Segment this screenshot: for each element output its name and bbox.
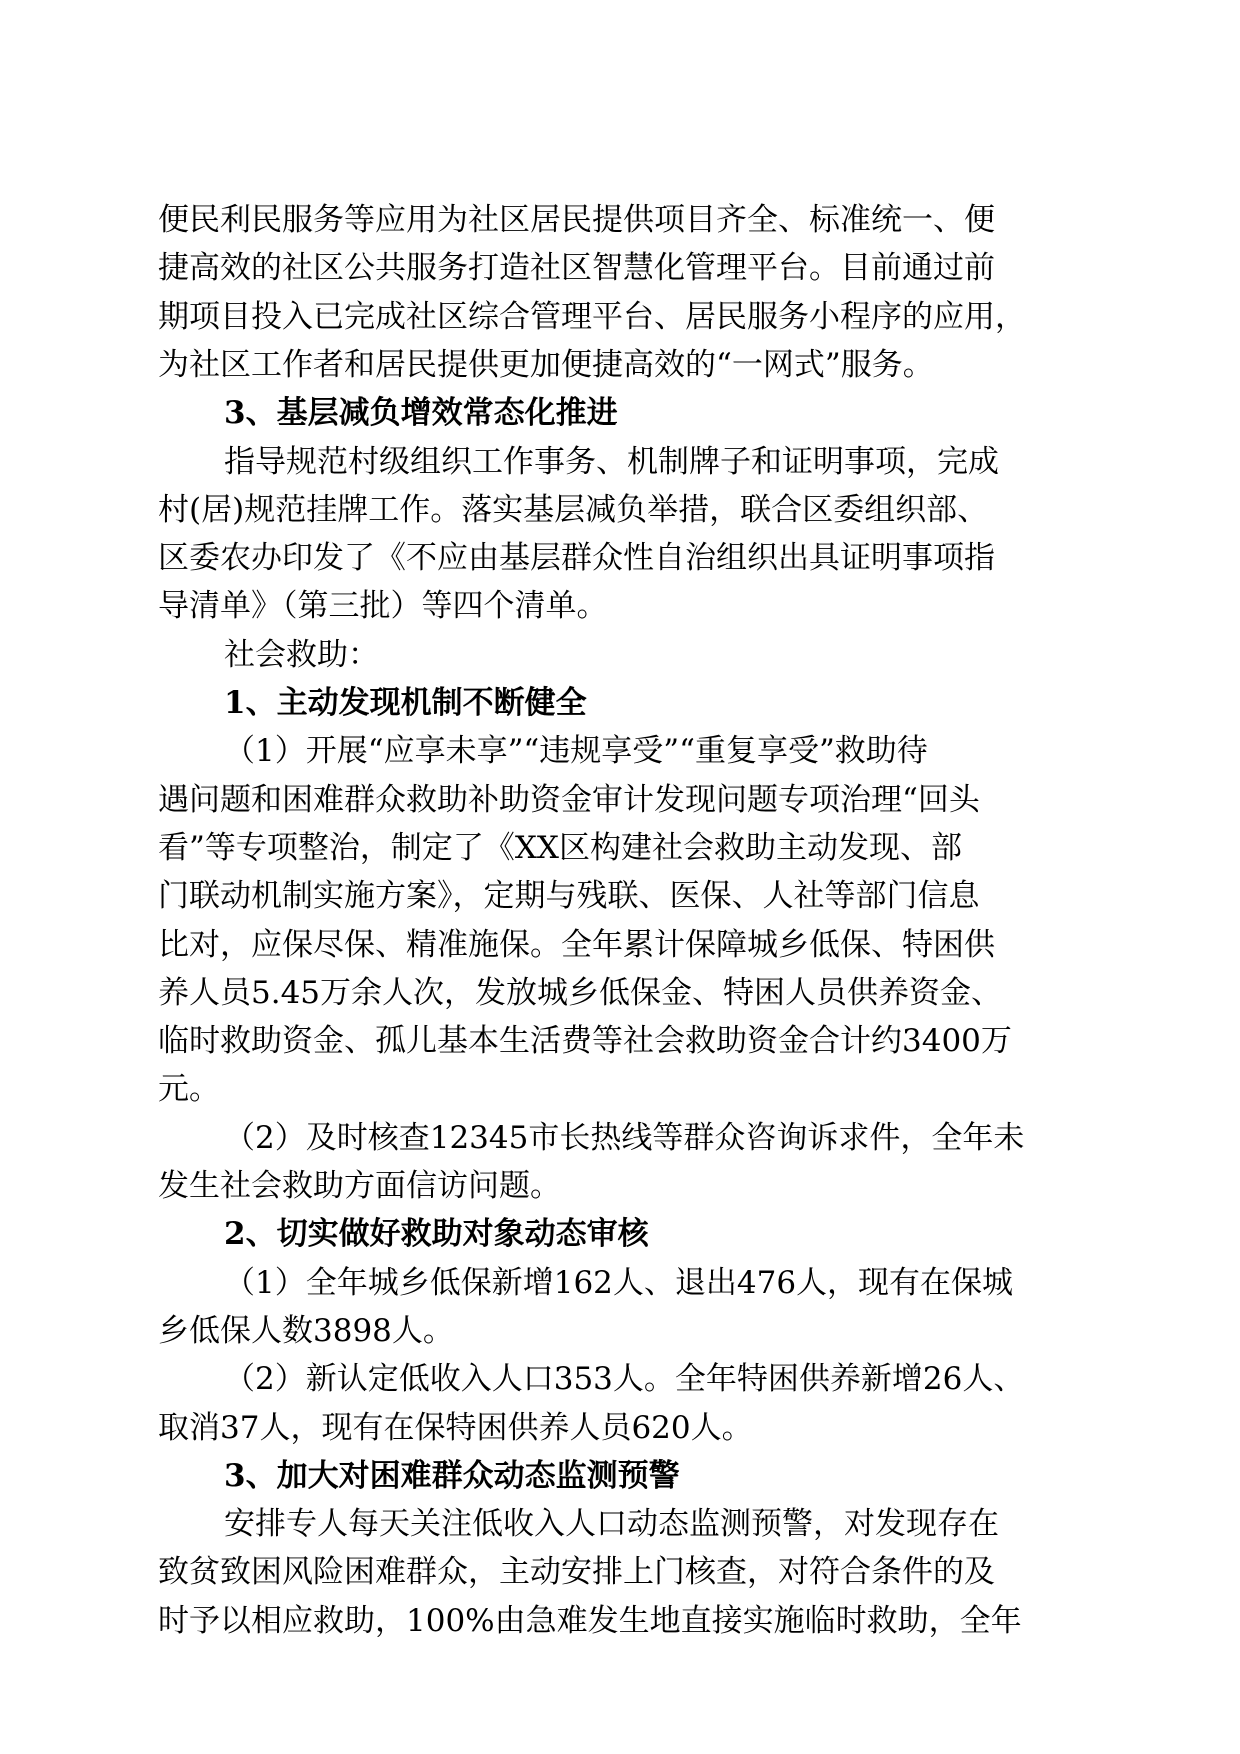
- paragraph-line: （2）及时核查12345市长热线等群众咨询诉求件，全年未: [224, 1120, 1025, 1156]
- paragraph-line: 门联动机制实施方案》，定期与残联、医保、人社等部门信息: [158, 878, 980, 914]
- section-heading: 1、主动发现机制不断健全: [224, 685, 587, 721]
- paragraph-line: 乡低保人数3898人。: [158, 1313, 454, 1349]
- paragraph-line: 时予以相应救助，100%由急难发生地直接实施临时救助，全年: [158, 1603, 1022, 1639]
- paragraph-line: 元。: [158, 1071, 220, 1107]
- paragraph-line: 导清单》（第三批）等四个清单。: [158, 588, 608, 624]
- section-heading: 3、基层减负增效常态化推进: [224, 395, 618, 431]
- paragraph-line: 村(居)规范挂牌工作。落实基层减负举措，联合区委组织部、: [158, 492, 989, 528]
- section-heading: 2、切实做好救助对象动态审核: [224, 1216, 649, 1252]
- paragraph-line: 捷高效的社区公共服务打造社区智慧化管理平台。目前通过前: [158, 250, 995, 286]
- paragraph-line: 临时救助资金、孤儿基本生活费等社会救助资金合计约3400万: [158, 1023, 1012, 1059]
- paragraph-line: 期项目投入已完成社区综合管理平台、居民服务小程序的应用，: [158, 299, 1026, 335]
- paragraph-line: 安排专人每天关注低收入人口动态监测预警，对发现存在: [224, 1506, 999, 1542]
- section-heading: 3、加大对困难群众动态监测预警: [224, 1458, 680, 1494]
- paragraph-line: 取消37人，现有在保特困供养人员620人。: [158, 1410, 753, 1446]
- paragraph-line: 指导规范村级组织工作事务、机制牌子和证明事项，完成: [224, 444, 999, 480]
- paragraph-line: 遇问题和困难群众救助补助资金审计发现问题专项治理“回头: [158, 782, 980, 818]
- paragraph-line: 区委农办印发了《不应由基层群众性自治组织出具证明事项指: [158, 540, 995, 576]
- paragraph-line: 比对，应保尽保、精准施保。全年累计保障城乡低保、特困供: [158, 927, 995, 963]
- paragraph-line: 为社区工作者和居民提供更加便捷高效的“一网式”服务。: [158, 347, 934, 383]
- paragraph-line: （1）全年城乡低保新增162人、退出476人，现有在保城: [224, 1265, 1014, 1301]
- paragraph-line: 社会救助：: [224, 637, 379, 673]
- paragraph-line: （1）开展“应享未享”“违规享受”“重复享受”救助待: [224, 733, 928, 769]
- paragraph-line: 看”等专项整治，制定了《XX区构建社会救助主动发现、部: [158, 830, 962, 866]
- paragraph-line: 养人员5.45万余人次，发放城乡低保金、特困人员供养资金、: [158, 975, 1003, 1011]
- paragraph-line: （2）新认定低收入人口353人。全年特困供养新增26人、: [224, 1361, 1025, 1397]
- paragraph-line: 便民利民服务等应用为社区居民提供项目齐全、标准统一、便: [158, 202, 995, 238]
- paragraph-line: 发生社会救助方面信访问题。: [158, 1168, 561, 1204]
- paragraph-line: 致贫致困风险困难群众，主动安排上门核查，对符合条件的及: [158, 1554, 995, 1590]
